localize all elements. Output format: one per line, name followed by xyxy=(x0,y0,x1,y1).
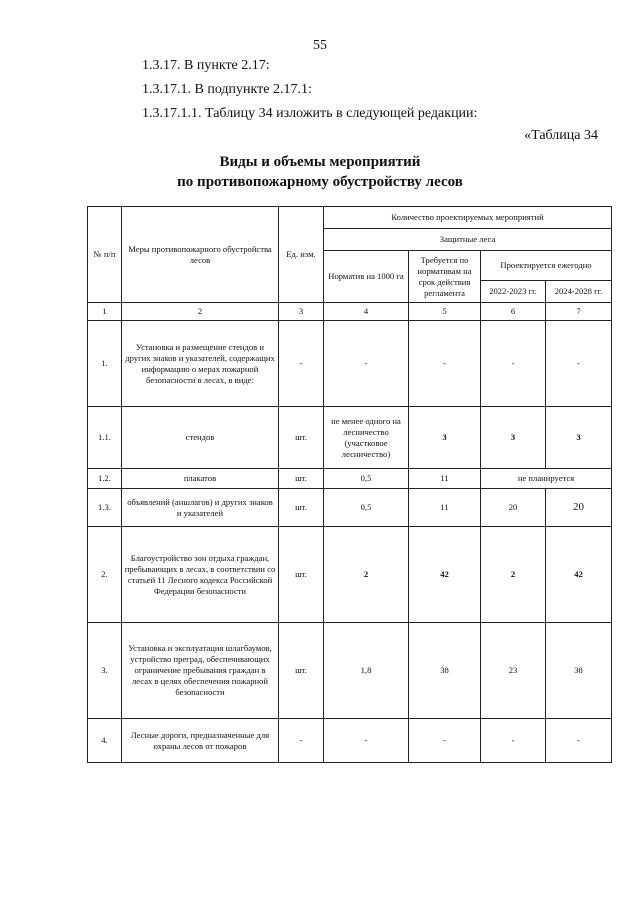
row-measure: объявлений (аншлагов) и других знаков и указателей xyxy=(122,489,279,527)
row-unit: шт. xyxy=(279,407,324,469)
clause-1: 1.3.17. В пункте 2.17: xyxy=(142,58,270,73)
row-norm: - xyxy=(324,321,409,407)
clause-3: 1.3.17.1.1. Таблицу 34 изложить в следующей редакции: xyxy=(142,106,478,121)
row-planned-1: - xyxy=(481,321,546,407)
measures-table xyxy=(87,206,612,763)
row-measure: стендов xyxy=(122,407,279,469)
row-norm: 0,5 xyxy=(324,469,409,489)
col-number: 2 xyxy=(122,303,279,321)
row-planned-1: 2 xyxy=(481,527,546,623)
row-required: 38 xyxy=(409,623,481,719)
row-required: 11 xyxy=(409,489,481,527)
table-row xyxy=(88,527,612,623)
row-num: 1.2. xyxy=(88,469,122,489)
header-planned: Проектируется ежегодно xyxy=(481,251,612,281)
row-unit: шт. xyxy=(279,623,324,719)
header-unit: Ед. изм. xyxy=(279,207,324,303)
table-row xyxy=(88,407,612,469)
header-num: № п/п xyxy=(88,207,122,303)
row-required: 3 xyxy=(409,407,481,469)
row-measure: Лесные дороги, предназначенные для охраны лесов от пожаров xyxy=(122,719,279,763)
col-number: 1 xyxy=(88,303,122,321)
row-planned-2: - xyxy=(546,321,612,407)
row-norm: 0,5 xyxy=(324,489,409,527)
row-planned-1: 3 xyxy=(481,407,546,469)
header-period-1: 2022-2023 гг. xyxy=(481,281,546,303)
table-caption: «Таблица 34 xyxy=(524,128,598,143)
row-measure: Благоустройство зон отдыха граждан, пребывающих в лесах, в соответствии со статьей 11 Лесного кодекса Российской Федерации безопасности xyxy=(122,527,279,623)
row-unit: - xyxy=(279,321,324,407)
table-row xyxy=(88,623,612,719)
row-measure: Установка и размещение стендов и других знаков и указателей, содержащих информацию о мерах пожарной безопасности в лесах, в виде: xyxy=(122,321,279,407)
row-planned-2: 38 xyxy=(546,623,612,719)
row-required: - xyxy=(409,321,481,407)
row-unit: шт. xyxy=(279,527,324,623)
row-unit: шт. xyxy=(279,469,324,489)
table-row xyxy=(88,719,612,763)
col-number: 6 xyxy=(481,303,546,321)
header-measures: Меры противопожарного обустройства лесов xyxy=(122,207,279,303)
row-norm: не менее одного на лесничество (участковое лесничество) xyxy=(324,407,409,469)
header-period-2: 2024-2028 гг. xyxy=(546,281,612,303)
row-planned-2: 20 xyxy=(546,489,612,527)
row-measure: Установка и эксплуатация шлагбаумов, устройство преград, обеспечивающих ограничение пребывания граждан в лесах в целях обеспечения пожарной безопасности xyxy=(122,623,279,719)
row-planned-2: 42 xyxy=(546,527,612,623)
row-planned-1: 23 xyxy=(481,623,546,719)
row-norm: - xyxy=(324,719,409,763)
row-planned-2: 3 xyxy=(546,407,612,469)
row-num: 3. xyxy=(88,623,122,719)
col-number: 5 xyxy=(409,303,481,321)
row-num: 2. xyxy=(88,527,122,623)
row-unit: - xyxy=(279,719,324,763)
row-planned-2: - xyxy=(546,719,612,763)
row-norm: 1,8 xyxy=(324,623,409,719)
row-norm: 2 xyxy=(324,527,409,623)
col-number: 7 xyxy=(546,303,612,321)
row-measure: плакатов xyxy=(122,469,279,489)
page-number: 55 xyxy=(313,38,327,53)
row-unit: шт. xyxy=(279,489,324,527)
table-title xyxy=(0,152,640,192)
table-row xyxy=(88,489,612,527)
row-num: 4. xyxy=(88,719,122,763)
row-required: - xyxy=(409,719,481,763)
row-required: 11 xyxy=(409,469,481,489)
header-quantity: Количество проектируемых мероприятий xyxy=(324,207,612,229)
row-num: 1. xyxy=(88,321,122,407)
clause-2: 1.3.17.1. В подпункте 2.17.1: xyxy=(142,82,312,97)
row-planned-merged: не планируется xyxy=(481,469,612,489)
header-required: Требуется по нормативам на срок действия регламента xyxy=(409,251,481,303)
table-row xyxy=(88,469,612,489)
row-planned-1: - xyxy=(481,719,546,763)
col-number: 3 xyxy=(279,303,324,321)
table-title-line-1: Виды и объемы мероприятий xyxy=(219,154,421,170)
row-num: 1.1. xyxy=(88,407,122,469)
col-number: 4 xyxy=(324,303,409,321)
row-required: 42 xyxy=(409,527,481,623)
row-num: 1.3. xyxy=(88,489,122,527)
table-row xyxy=(88,321,612,407)
header-norm: Норматив на 1000 га xyxy=(324,251,409,303)
row-planned-1: 20 xyxy=(481,489,546,527)
table-title-line-2: по противопожарному обустройству лесов xyxy=(177,174,463,190)
header-protective: Защитные леса xyxy=(324,229,612,251)
